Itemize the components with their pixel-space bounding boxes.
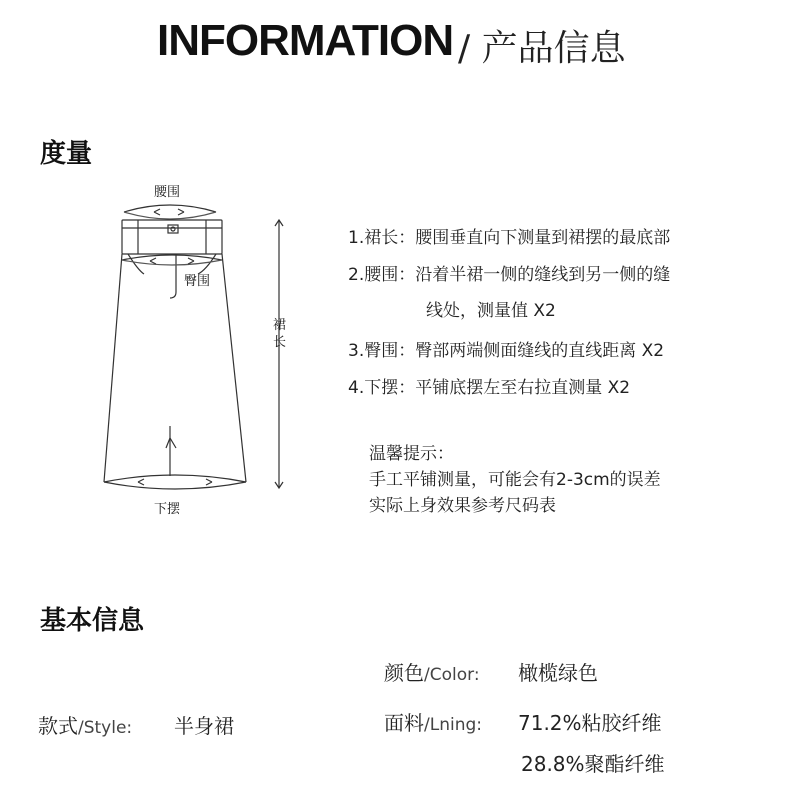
color-label-cn: 颜色 (384, 661, 424, 685)
measure-step: 1.裙长：腰围垂直向下测量到裙摆的最底部 (348, 228, 671, 248)
page-title: INFORMATION (157, 16, 454, 65)
style-label-en: /Style: (78, 718, 133, 738)
skirt-right-edge (222, 254, 246, 482)
label-waist: 腰围 (154, 185, 181, 200)
fabric-value: 71.2%粘胶纤维 (518, 711, 662, 735)
fabric-label-cn: 面料 (384, 711, 424, 735)
label-hem: 下摆 (154, 502, 181, 517)
basic-heading: 基本信息 (40, 606, 145, 636)
label-length-bottom: 长 (273, 335, 287, 350)
color-label (384, 657, 480, 686)
measure-step: 线处，测量值 X2 (426, 301, 556, 321)
style-label (38, 710, 132, 739)
page-title-cn: / 产品信息 (458, 28, 626, 69)
measure-heading: 度量 (40, 139, 93, 169)
hip-arrow (122, 255, 222, 260)
skirt-left-edge (104, 254, 122, 482)
label-length-top: 裙 (273, 318, 287, 333)
color-value: 橄榄绿色 (518, 661, 598, 685)
tip-line: 手工平铺测量，可能会有2-3cm的误差 (369, 470, 661, 490)
measure-step: 3.臀围：臀部两端侧面缝线的直线距离 X2 (348, 341, 665, 361)
fabric-value: 28.8%聚酯纤维 (521, 752, 665, 776)
waist-arrow (124, 205, 216, 212)
label-hip: 臀围 (184, 274, 211, 289)
style-label-cn: 款式 (38, 714, 78, 738)
fabric-label (384, 707, 482, 736)
style-value: 半身裙 (174, 714, 234, 738)
skirt-diagram (90, 178, 310, 523)
tip-line: 实际上身效果参考尺码表 (369, 496, 556, 516)
color-label-en: /Color: (424, 665, 480, 685)
measure-step: 2.腰围：沿着半裙一侧的缝线到另一侧的缝 (348, 265, 671, 285)
fabric-label-en: /Lning: (424, 715, 482, 735)
skirt-illustration (90, 178, 310, 523)
tip-heading: 温馨提示： (369, 444, 454, 464)
hem-arrow (104, 475, 246, 482)
measure-step: 4.下摆：平铺底摆左至右拉直测量 X2 (348, 378, 631, 398)
